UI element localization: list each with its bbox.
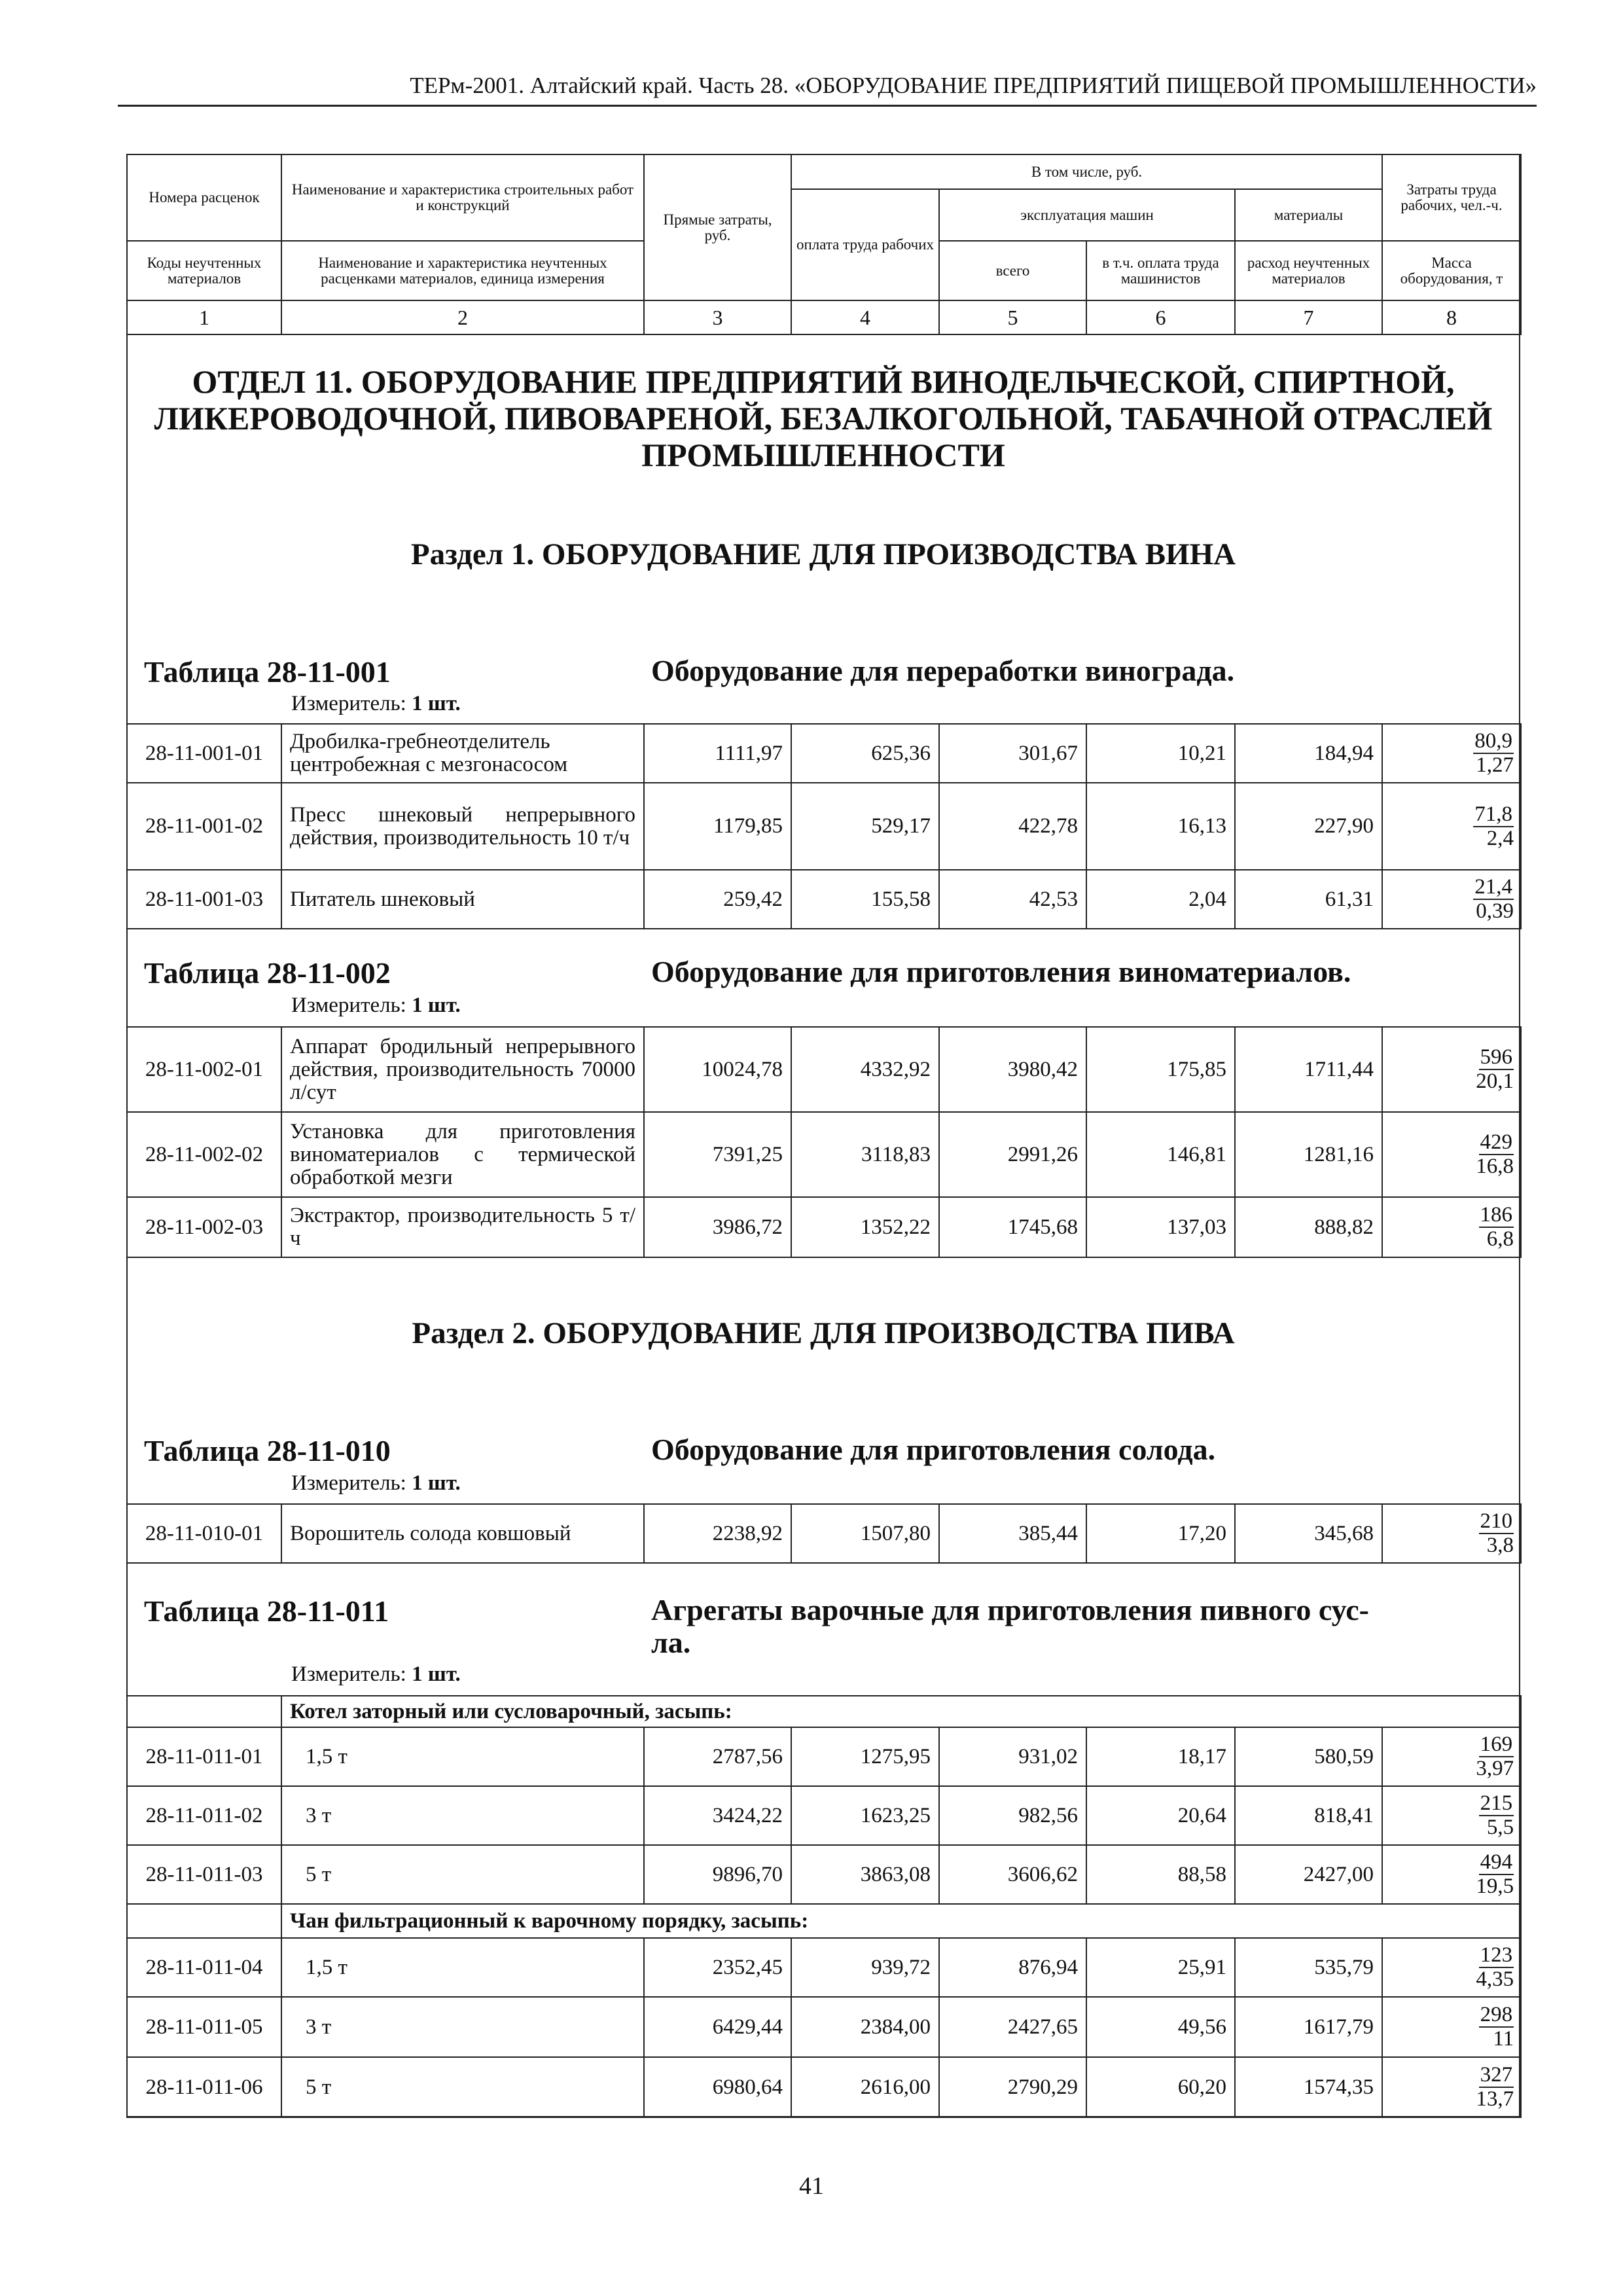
measure-label: Измеритель:: [291, 692, 406, 715]
page-number: 41: [799, 2172, 824, 2200]
table-label: Таблица 28-11-011: [144, 1594, 389, 1628]
table-row: [127, 1727, 1521, 1786]
driver-pay: 88,58: [1086, 1845, 1235, 1904]
equipment-mass: 2,4: [1486, 826, 1514, 850]
labor-costs: 596: [1480, 1045, 1512, 1069]
worker-pay: 625,36: [791, 724, 939, 783]
labor-costs: 494: [1480, 1850, 1513, 1874]
direct-costs: 3986,72: [644, 1197, 791, 1257]
rate-name: Питатель шнековый: [281, 870, 644, 929]
labor-mass: [1382, 1845, 1521, 1904]
labor-mass: [1382, 783, 1521, 870]
col-number: 6: [1086, 300, 1235, 334]
worker-pay: 1623,25: [791, 1786, 939, 1845]
machine-total: 301,67: [939, 724, 1086, 783]
direct-costs: 9896,70: [644, 1845, 791, 1904]
labor-mass: [1382, 1197, 1521, 1257]
section-title: Раздел 2. ОБОРУДОВАНИЕ ДЛЯ ПРОИЗВОДСТВА ПИВА: [412, 1316, 1235, 1350]
worker-pay: 1507,80: [791, 1504, 939, 1563]
department-title-text: ОТДЕЛ 11. ОБОРУДОВАНИЕ ПРЕДПРИЯТИЙ ВИНОДЕЛЬЧЕСКОЙ, СПИРТНОЙ, ЛИКЕРОВОДОЧНОЙ, ПИВОВАРЕНОЙ, БЕЗАЛКОГОЛЬНОЙ, ТАБАЧНОЙ ОТРАСЛЕЙ ПРОМЫШЛЕННОСТИ: [154, 363, 1493, 473]
group-row: [127, 1904, 1521, 1938]
machine-total: 1745,68: [939, 1197, 1086, 1257]
table-row: [127, 870, 1521, 929]
driver-pay: 175,85: [1086, 1027, 1235, 1112]
rate-name: Ворошитель солода ковшовый: [281, 1504, 644, 1563]
col-driver-pay: в т.ч. оплата труда машинистов: [1086, 241, 1235, 300]
table-row: [127, 1938, 1521, 1997]
measure: [291, 692, 461, 716]
labor-costs: 186: [1480, 1203, 1512, 1227]
direct-costs: 2238,92: [644, 1504, 791, 1563]
driver-pay: 25,91: [1086, 1938, 1235, 1997]
rate-code: 28-11-002-02: [127, 1112, 281, 1197]
rate-name: 3 т: [281, 1997, 644, 2057]
labor-mass: [1382, 870, 1521, 929]
table-title: Оборудование для переработки винограда.: [651, 654, 1235, 687]
header-rule: [118, 105, 1537, 107]
col-number: 8: [1382, 300, 1521, 334]
labor-costs: 80,9: [1474, 729, 1512, 753]
table-row: [127, 1027, 1521, 1112]
col-total: всего: [939, 241, 1086, 300]
measure-label: Измеритель:: [291, 1471, 406, 1495]
materials: 1617,79: [1235, 1997, 1382, 2057]
rate-name: Пресс шнековый непрерывного действия, производительность 10 т/ч: [281, 783, 644, 870]
machine-total: 3606,62: [939, 1845, 1086, 1904]
col-number: 3: [644, 300, 791, 334]
materials: 580,59: [1235, 1727, 1382, 1786]
measure-unit: 1 шт.: [412, 1471, 461, 1495]
worker-pay: 1275,95: [791, 1727, 939, 1786]
worker-pay: 2384,00: [791, 1997, 939, 2057]
equipment-mass: 3,8: [1486, 1534, 1514, 1557]
machine-total: 3980,42: [939, 1027, 1086, 1112]
measure: [291, 994, 461, 1018]
rate-code: 28-11-001-02: [127, 783, 281, 870]
equipment-mass: 13,7: [1476, 2087, 1514, 2111]
col-number: 5: [939, 300, 1086, 334]
rate-code: 28-11-002-03: [127, 1197, 281, 1257]
driver-pay: 2,04: [1086, 870, 1235, 929]
measure-unit: 1 шт.: [412, 1662, 461, 1686]
machine-total: 422,78: [939, 783, 1086, 870]
group-label: Чан фильтрационный к варочному порядку, засыпь:: [281, 1904, 1521, 1938]
table-row: [127, 1504, 1521, 1563]
department-title: [126, 363, 1520, 473]
worker-pay: 529,17: [791, 783, 939, 870]
rate-name: 1,5 т: [281, 1938, 644, 1997]
materials: 227,90: [1235, 783, 1382, 870]
labor-mass: [1382, 1938, 1521, 1997]
col-rate-numbers: Номера расценок: [127, 154, 281, 241]
rate-code: 28-11-011-02: [127, 1786, 281, 1845]
table-title-line: ла.: [651, 1626, 691, 1659]
table-row: [127, 1197, 1521, 1257]
equipment-mass: 4,35: [1476, 1967, 1514, 1991]
labor-costs: 123: [1480, 1943, 1513, 1967]
rates-table: [126, 1503, 1522, 1564]
equipment-mass: 5,5: [1486, 1816, 1514, 1839]
labor-costs: 210: [1480, 1509, 1512, 1533]
driver-pay: 10,21: [1086, 724, 1235, 783]
table-row: [127, 1112, 1521, 1197]
rate-code: 28-11-001-03: [127, 870, 281, 929]
rate-name: Аппарат бродильный непрерывного действия, производительность 70000 л/сут: [281, 1027, 644, 1112]
driver-pay: 20,64: [1086, 1786, 1235, 1845]
rates-table: [126, 1695, 1522, 2118]
materials: 184,94: [1235, 724, 1382, 783]
direct-costs: 10024,78: [644, 1027, 791, 1112]
measure-unit: 1 шт.: [412, 994, 461, 1017]
table-row: [127, 2057, 1521, 2117]
labor-mass: [1382, 1027, 1521, 1112]
machine-total: 2790,29: [939, 2057, 1086, 2117]
equipment-mass: 6,8: [1486, 1227, 1514, 1251]
direct-costs: 1179,85: [644, 783, 791, 870]
table-title: [651, 1594, 1456, 1659]
equipment-mass: 16,8: [1476, 1155, 1514, 1178]
labor-costs: 21,4: [1474, 875, 1512, 899]
table-row: [127, 1997, 1521, 2057]
driver-pay: 17,20: [1086, 1504, 1235, 1563]
group-spacer: [127, 1904, 281, 1938]
measure-label: Измеритель:: [291, 1662, 406, 1686]
driver-pay: 137,03: [1086, 1197, 1235, 1257]
rate-name: 3 т: [281, 1786, 644, 1845]
col-name-works: Наименование и характеристика строительных работ и конструкций: [281, 154, 644, 241]
direct-costs: 3424,22: [644, 1786, 791, 1845]
table-title: Оборудование для приготовления виноматериалов.: [651, 955, 1351, 988]
table-label: Таблица 28-11-001: [144, 655, 391, 689]
materials: 1711,44: [1235, 1027, 1382, 1112]
measure-label: Измеритель:: [291, 994, 406, 1017]
rate-name: 5 т: [281, 1845, 644, 1904]
rate-code: 28-11-011-03: [127, 1845, 281, 1904]
driver-pay: 146,81: [1086, 1112, 1235, 1197]
machine-total: 42,53: [939, 870, 1086, 929]
labor-mass: [1382, 1997, 1521, 2057]
table-row: [127, 1845, 1521, 1904]
rate-code: 28-11-002-01: [127, 1027, 281, 1112]
rate-name: 1,5 т: [281, 1727, 644, 1786]
worker-pay: 939,72: [791, 1938, 939, 1997]
col-machine-operation: эксплуатация машин: [939, 189, 1235, 241]
rate-code: 28-11-011-05: [127, 1997, 281, 2057]
labor-costs: 298: [1480, 2003, 1513, 2026]
worker-pay: 4332,92: [791, 1027, 939, 1112]
materials: 818,41: [1235, 1786, 1382, 1845]
rates-table: [126, 723, 1522, 929]
col-equipment-mass: Масса оборудования, т: [1382, 241, 1521, 300]
page-header: ТЕРм-2001. Алтайский край. Часть 28. «ОБОРУДОВАНИЕ ПРЕДПРИЯТИЙ ПИЩЕВОЙ ПРОМЫШЛЕННОСТИ»: [410, 73, 1537, 98]
rate-code: 28-11-011-04: [127, 1938, 281, 1997]
equipment-mass: 20,1: [1476, 1069, 1514, 1093]
rates-table: [126, 1026, 1522, 1258]
rate-name: Дробилка-гребнеотделитель центробежная с мезгонасосом: [281, 724, 644, 783]
materials: 61,31: [1235, 870, 1382, 929]
table-title-line: Агрегаты варочные для приготовления пивного сус-: [651, 1593, 1369, 1626]
rate-name: 5 т: [281, 2057, 644, 2117]
rate-code: 28-11-010-01: [127, 1504, 281, 1563]
group-spacer: [127, 1696, 281, 1727]
col-direct-costs: Прямые затраты, руб.: [644, 154, 791, 300]
direct-costs: 2787,56: [644, 1727, 791, 1786]
equipment-mass: 0,39: [1476, 899, 1514, 923]
equipment-mass: 3,97: [1476, 1757, 1514, 1780]
col-number: 7: [1235, 300, 1382, 334]
labor-mass: [1382, 1112, 1521, 1197]
labor-costs: 169: [1480, 1732, 1513, 1756]
materials: 1574,35: [1235, 2057, 1382, 2117]
materials: 345,68: [1235, 1504, 1382, 1563]
column-header-table: [126, 154, 1522, 335]
col-labor-costs: Затраты труда рабочих, чел.-ч.: [1382, 154, 1521, 241]
machine-total: 2991,26: [939, 1112, 1086, 1197]
direct-costs: 259,42: [644, 870, 791, 929]
equipment-mass: 11: [1493, 2027, 1514, 2051]
table-row: [127, 1786, 1521, 1845]
labor-mass: [1382, 1504, 1521, 1563]
measure-unit: 1 шт.: [412, 692, 461, 715]
col-materials: материалы: [1235, 189, 1382, 241]
worker-pay: 1352,22: [791, 1197, 939, 1257]
worker-pay: 2616,00: [791, 2057, 939, 2117]
driver-pay: 49,56: [1086, 1997, 1235, 2057]
direct-costs: 2352,45: [644, 1938, 791, 1997]
direct-costs: 6429,44: [644, 1997, 791, 2057]
worker-pay: 3863,08: [791, 1845, 939, 1904]
materials: 535,79: [1235, 1938, 1382, 1997]
labor-costs: 327: [1480, 2063, 1513, 2087]
table-label: Таблица 28-11-010: [144, 1434, 391, 1467]
section-title: Раздел 1. ОБОРУДОВАНИЕ ДЛЯ ПРОИЗВОДСТВА ВИНА: [410, 537, 1236, 571]
col-number: 4: [791, 300, 939, 334]
col-unaccounted-names: Наименование и характеристика неучтенных расценками материалов, единица измерения: [281, 241, 644, 300]
worker-pay: 155,58: [791, 870, 939, 929]
table-row: [127, 783, 1521, 870]
col-unaccounted-codes: Коды неучтенных материалов: [127, 241, 281, 300]
labor-mass: [1382, 1786, 1521, 1845]
materials: 888,82: [1235, 1197, 1382, 1257]
group-label: Котел заторный или сусловарочный, засыпь:: [281, 1696, 1521, 1727]
rate-code: 28-11-001-01: [127, 724, 281, 783]
rate-code: 28-11-011-06: [127, 2057, 281, 2117]
measure: [291, 1471, 461, 1496]
driver-pay: 60,20: [1086, 2057, 1235, 2117]
table-row: [127, 724, 1521, 783]
direct-costs: 6980,64: [644, 2057, 791, 2117]
labor-costs: 71,8: [1474, 802, 1512, 826]
rate-name: Экстрактор, производительность 5 т/ч: [281, 1197, 644, 1257]
materials: 1281,16: [1235, 1112, 1382, 1197]
machine-total: 931,02: [939, 1727, 1086, 1786]
machine-total: 876,94: [939, 1938, 1086, 1997]
machine-total: 385,44: [939, 1504, 1086, 1563]
direct-costs: 1111,97: [644, 724, 791, 783]
materials: 2427,00: [1235, 1845, 1382, 1904]
group-row: [127, 1696, 1521, 1727]
table-title: Оборудование для приготовления солода.: [651, 1433, 1216, 1466]
table-label: Таблица 28-11-002: [144, 956, 391, 990]
equipment-mass: 19,5: [1476, 1874, 1514, 1898]
labor-costs: 429: [1480, 1130, 1512, 1154]
measure: [291, 1662, 461, 1687]
col-number: 2: [281, 300, 644, 334]
labor-costs: 215: [1480, 1791, 1513, 1815]
direct-costs: 7391,25: [644, 1112, 791, 1197]
equipment-mass: 1,27: [1476, 753, 1514, 777]
rate-name: Установка для приготовления виноматериалов с термической обработкой мезги: [281, 1112, 644, 1197]
worker-pay: 3118,83: [791, 1112, 939, 1197]
labor-mass: [1382, 1727, 1521, 1786]
driver-pay: 16,13: [1086, 783, 1235, 870]
rate-code: 28-11-011-01: [127, 1727, 281, 1786]
driver-pay: 18,17: [1086, 1727, 1235, 1786]
col-unaccounted-consumption: расход неучтенных материалов: [1235, 241, 1382, 300]
labor-mass: [1382, 724, 1521, 783]
col-number: 1: [127, 300, 281, 334]
labor-mass: [1382, 2057, 1521, 2117]
col-worker-pay: оплата труда рабочих: [791, 189, 939, 300]
machine-total: 2427,65: [939, 1997, 1086, 2057]
machine-total: 982,56: [939, 1786, 1086, 1845]
col-including-rub: В том числе, руб.: [791, 154, 1382, 189]
